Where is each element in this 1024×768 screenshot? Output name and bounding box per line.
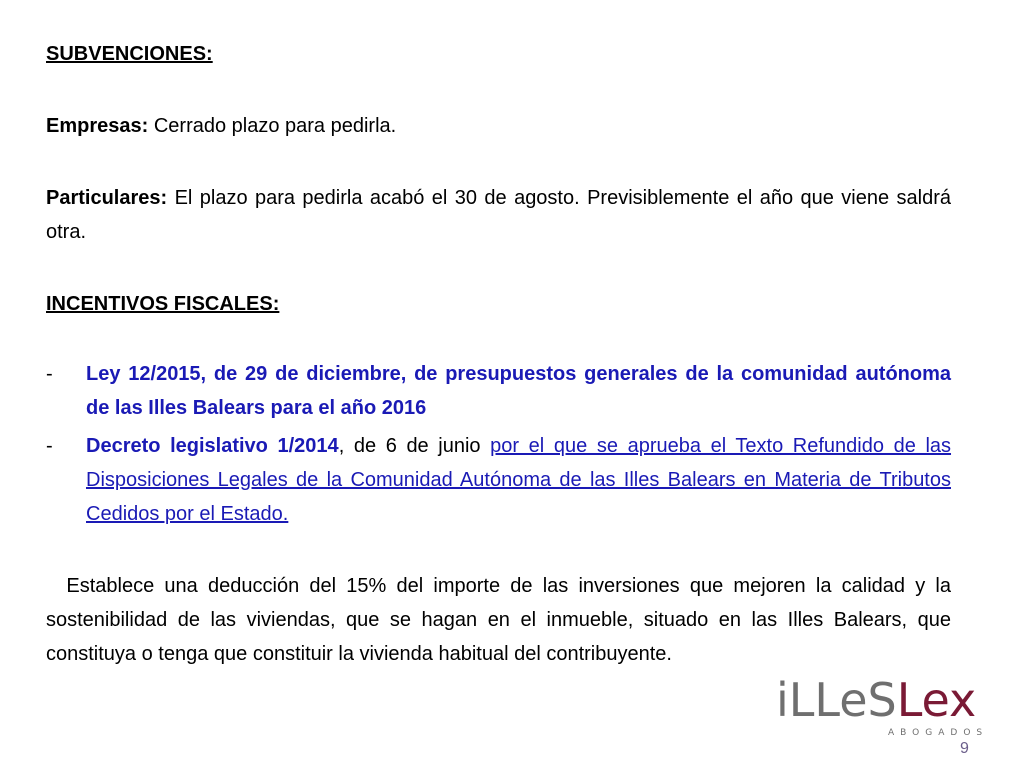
slide-content — [46, 37, 957, 671]
decreto-date: , de 6 de junio — [338, 435, 491, 457]
particulares-paragraph — [46, 181, 951, 249]
list-item-decreto — [46, 429, 951, 531]
empresas-paragraph — [46, 109, 951, 143]
logo-subtitle: ABOGADOS — [888, 728, 989, 738]
list-dash: - — [46, 363, 53, 385]
particulares-label: Particulares: — [46, 187, 168, 209]
logo-lex: Lex — [896, 673, 977, 727]
decreto-title[interactable]: Decreto legislativo 1/2014 — [86, 435, 339, 457]
particulares-text: El plazo para pedirla acabó el 30 de agosto. Previsiblemente el año que viene saldrá otra. — [46, 187, 951, 243]
illeslex-logo — [776, 673, 989, 744]
logo-illes: iLLeS — [776, 673, 897, 727]
heading-incentivos: INCENTIVOS FISCALES: — [46, 293, 280, 315]
list-dash: - — [46, 435, 53, 457]
page-number: 9 — [960, 740, 969, 757]
empresas-text: Cerrado plazo para pedirla. — [148, 115, 397, 137]
logo-wordmark — [776, 674, 976, 726]
ley-link[interactable]: Ley 12/2015, de 29 de diciembre, de presupuestos generales de la comunidad autónoma de las Illes Balears para el año 2016 — [86, 363, 951, 419]
heading-subvenciones: SUBVENCIONES: — [46, 43, 213, 65]
empresas-label: Empresas: — [46, 115, 149, 137]
list-item-ley — [46, 357, 951, 425]
deduction-paragraph: Establece una deducción del 15% del importe de las inversiones que mejoren la calidad y la sostenibilidad de las viviendas, que se hagan en el inmueble, situado en las Illes Balears, que constituya o tenga que constituir la vivienda habitual del contribuyente. — [46, 575, 957, 665]
decreto-link[interactable]: por el que se aprueba el Texto Refundido de las Disposiciones Legales de la Comunidad Autónoma de las Illes Balears en Materia de Tributos Cedidos por el Estado. — [86, 435, 952, 525]
